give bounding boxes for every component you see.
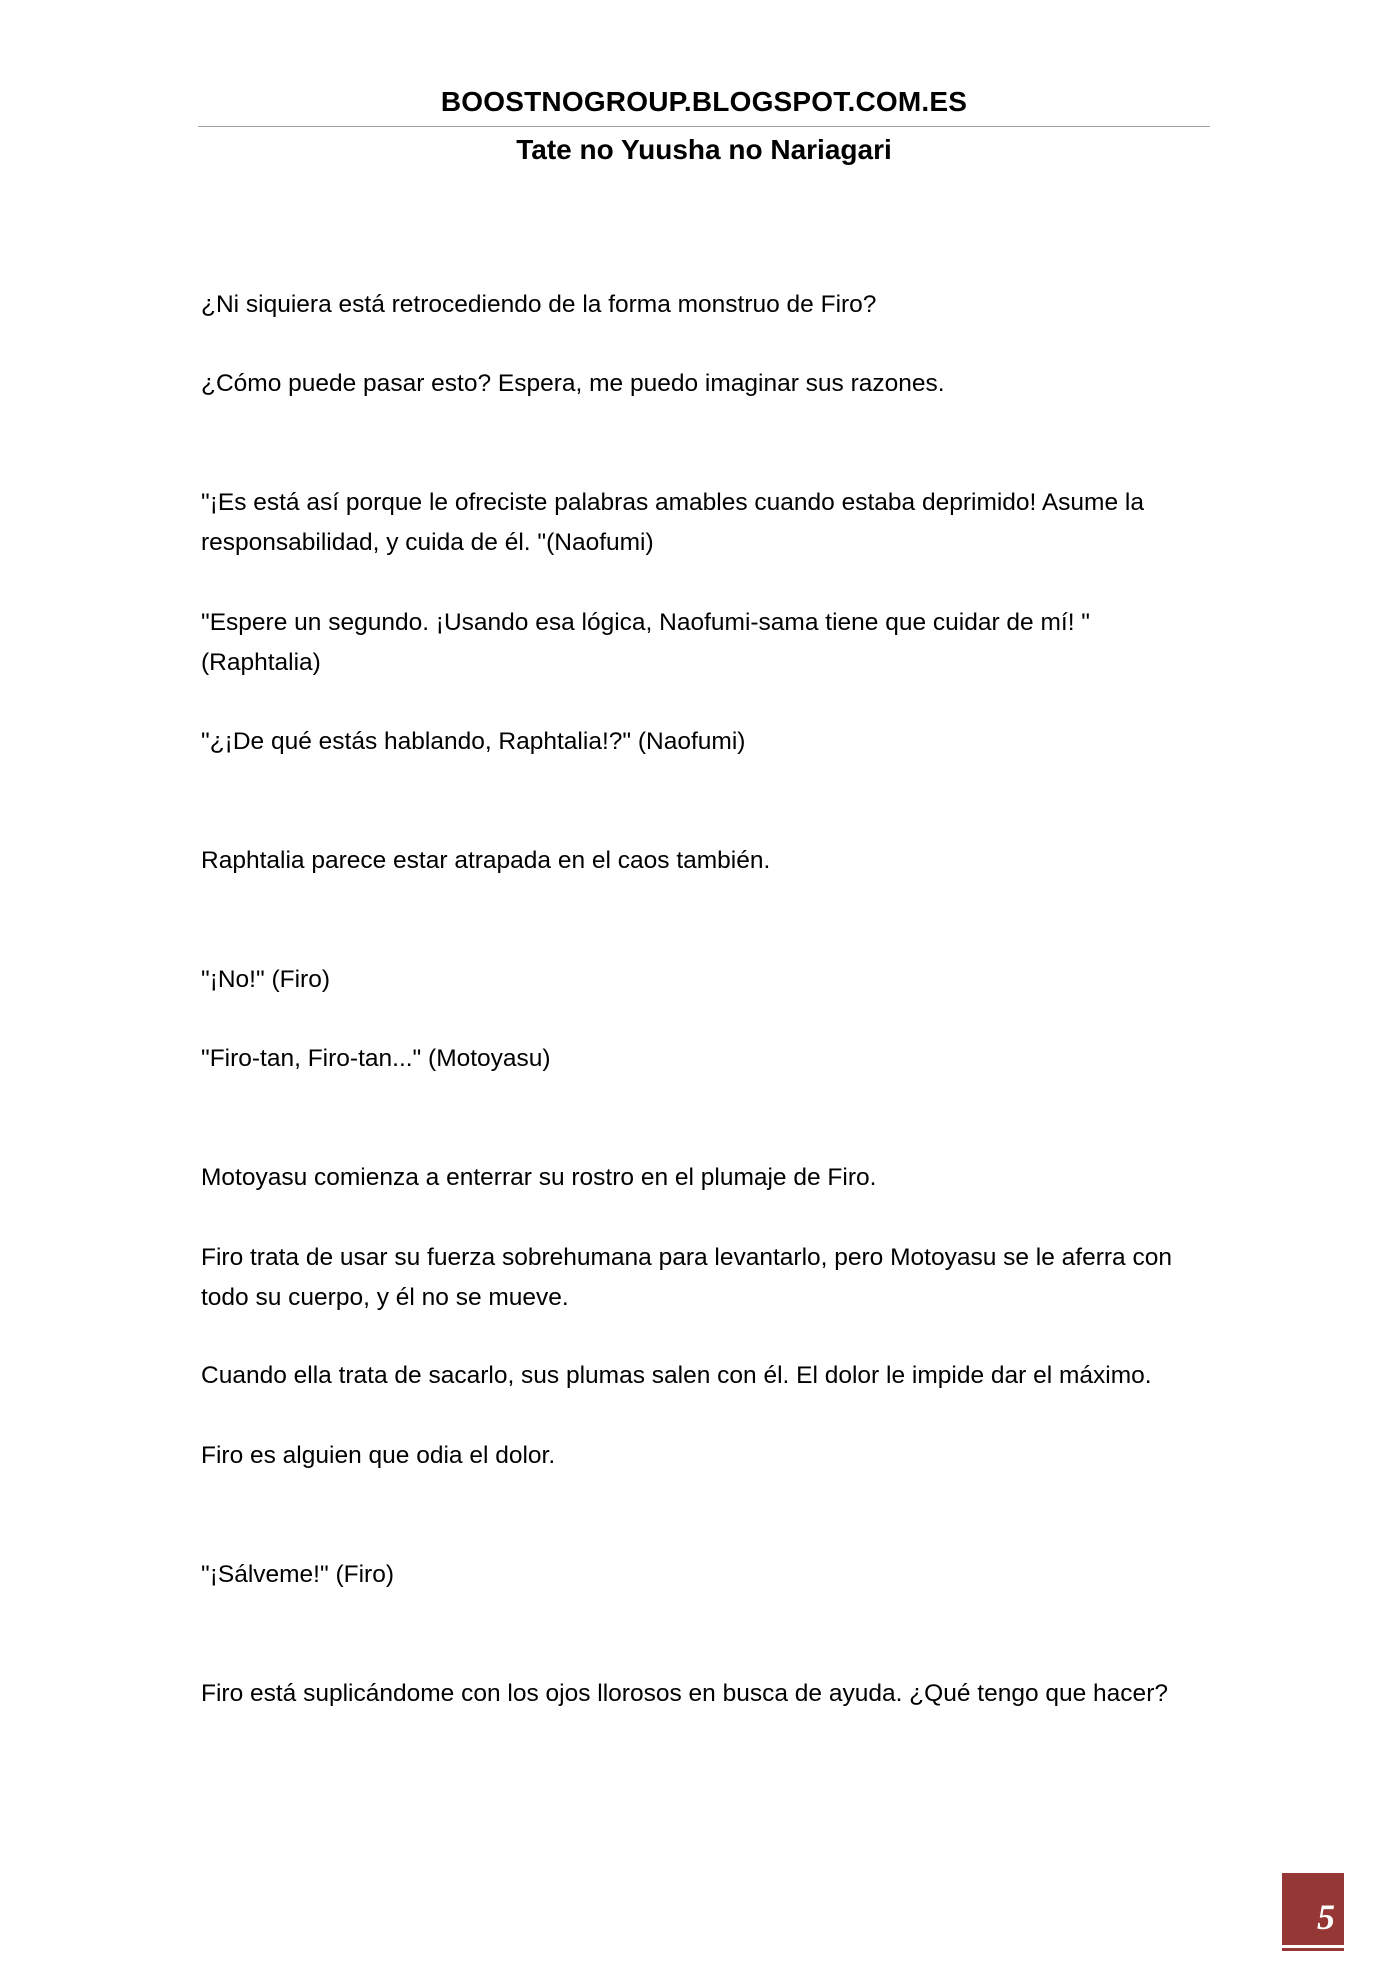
page-number-badge	[1282, 1873, 1344, 1945]
document-title: Tate no Yuusha no Nariagari	[516, 134, 892, 165]
paragraph: "¡Sálveme!" (Firo)	[201, 1561, 394, 1588]
site-name: BOOSTNOGROUP.BLOGSPOT.COM.ES	[440, 86, 968, 117]
paragraph: "¡Es está así porque le ofreciste palabras amables cuando estaba deprimido! Asume la responsabilidad, y cuida de él. "(Naofumi)	[201, 489, 1144, 556]
paragraph: Firo está suplicándome con los ojos llorosos en busca de ayuda. ¿Qué tengo que hacer?	[201, 1680, 1168, 1707]
page-number: 5	[1317, 1897, 1335, 1937]
paragraph: Firo trata de usar su fuerza sobrehumana para levantarlo, pero Motoyasu se le aferra con todo su cuerpo, y él no se mueve.	[201, 1244, 1172, 1311]
paragraph: Motoyasu comienza a enterrar su rostro en el plumaje de Firo.	[201, 1164, 877, 1191]
paragraph: ¿Cómo puede pasar esto? Espera, me puedo imaginar sus razones.	[201, 370, 945, 397]
page-number-underline	[1282, 1948, 1344, 1951]
paragraph: "¡No!" (Firo)	[201, 966, 330, 993]
paragraph: Firo es alguien que odia el dolor.	[201, 1442, 556, 1469]
paragraph: "Espere un segundo. ¡Usando esa lógica, Naofumi-sama tiene que cuidar de mí! "(Raphtalia)	[201, 609, 1090, 676]
paragraph: Cuando ella trata de sacarlo, sus plumas salen con él. El dolor le impide dar el máximo.	[201, 1362, 1152, 1389]
paragraph: Raphtalia parece estar atrapada en el caos también.	[201, 847, 771, 874]
paragraph: ¿Ni siquiera está retrocediendo de la forma monstruo de Firo?	[201, 291, 877, 318]
header-divider	[198, 126, 1210, 127]
paragraph: "¿¡De qué estás hablando, Raphtalia!?" (Naofumi)	[201, 728, 746, 755]
paragraph: "Firo-tan, Firo-tan..." (Motoyasu)	[201, 1045, 551, 1072]
